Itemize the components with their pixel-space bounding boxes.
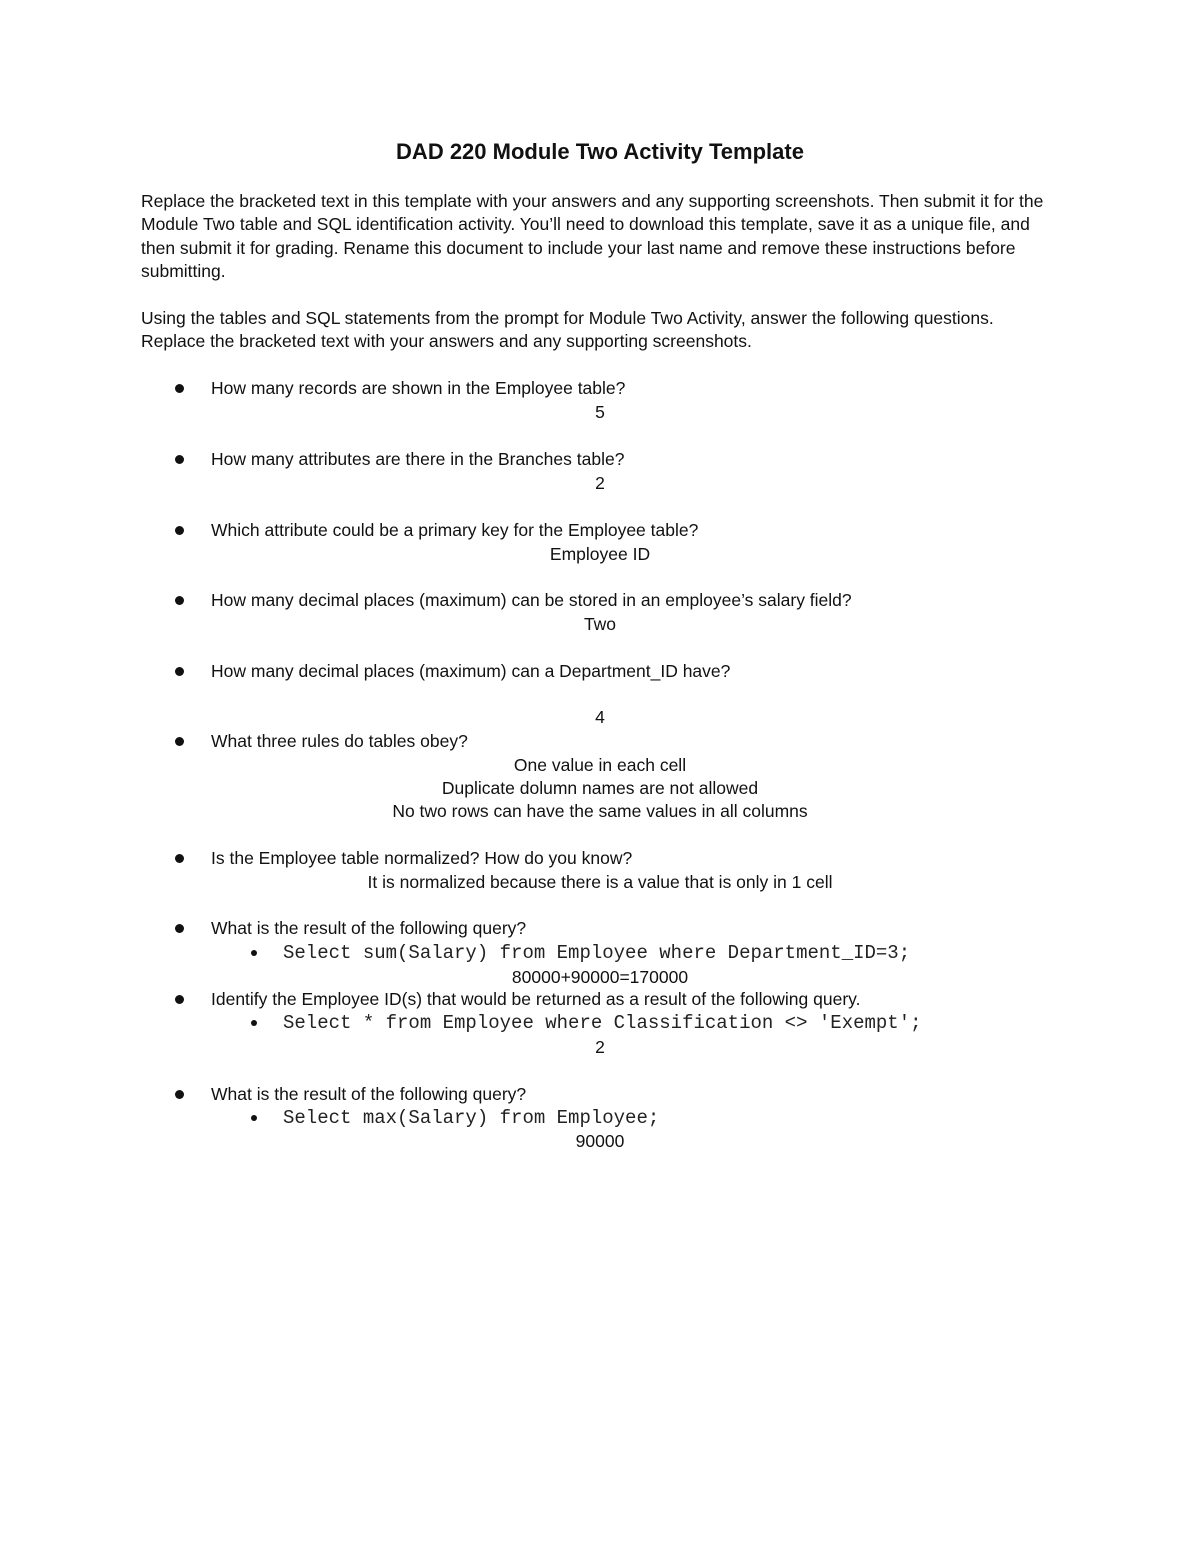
question-5: How many decimal places (maximum) can a Department_ID have? — [211, 661, 731, 681]
question-2: How many attributes are there in the Branches table? — [211, 449, 625, 469]
sub-bullet-icon — [251, 1115, 257, 1121]
bullet-icon — [175, 526, 184, 535]
answer-6-line-3: No two rows can have the same values in all columns — [392, 801, 808, 821]
sub-bullet-icon — [251, 1020, 257, 1026]
answer-3: Employee ID — [549, 544, 651, 564]
query-9-code: Select * from Employee where Classification <> 'Exempt'; — [283, 1012, 922, 1034]
question-1: How many records are shown in the Employee table? — [211, 378, 626, 398]
bullet-icon — [175, 854, 184, 863]
bullet-icon — [175, 995, 184, 1004]
question-8: What is the result of the following query? — [211, 918, 527, 938]
bullet-icon — [175, 924, 184, 933]
bullet-icon — [175, 737, 184, 746]
answer-7: It is normalized because there is a value that is only in 1 cell — [367, 872, 833, 892]
answer-4: Two — [583, 614, 617, 634]
bullet-icon — [175, 596, 184, 605]
bullet-icon — [175, 667, 184, 676]
question-6: What three rules do tables obey? — [211, 731, 468, 751]
question-4: How many decimal places (maximum) can be stored in an employee’s salary field? — [211, 590, 852, 610]
answer-8: 80000+90000=170000 — [511, 967, 689, 987]
answer-10: 90000 — [575, 1131, 625, 1151]
answer-9: 2 — [595, 1037, 605, 1057]
question-9: Identify the Employee ID(s) that would be returned as a result of the following query. — [211, 989, 861, 1009]
question-10: What is the result of the following query? — [211, 1084, 527, 1104]
query-10-code: Select max(Salary) from Employee; — [283, 1107, 660, 1129]
sub-bullet-icon — [251, 950, 257, 956]
document-title: DAD 220 Module Two Activity Template — [396, 139, 804, 164]
bullet-icon — [175, 455, 184, 464]
query-8-code: Select sum(Salary) from Employee where Department_ID=3; — [283, 942, 911, 964]
instructions-paragraph: Using the tables and SQL statements from the prompt for Module Two Activity, answer the following questions. Replace the bracketed text with your answers and any supporting screenshots. — [141, 308, 994, 352]
answer-5: 4 — [595, 707, 605, 727]
answer-1: 5 — [595, 402, 605, 422]
bullet-icon — [175, 384, 184, 393]
answer-6-line-2: Duplicate dolumn names are not allowed — [441, 778, 759, 798]
answer-2: 2 — [595, 473, 605, 493]
intro-paragraph: Replace the bracketed text in this template with your answers and any supporting screenshots. Then submit it for the Module Two table and SQL identification activity. You’ll need to download this template, save it as a unique file, and then submit it for grading. Rename this document to include your last name and remove these instructions before submitting. — [141, 191, 1044, 281]
bullet-icon — [175, 1090, 184, 1099]
question-7: Is the Employee table normalized? How do you know? — [211, 848, 633, 868]
question-3: Which attribute could be a primary key for the Employee table? — [211, 520, 699, 540]
answer-6-line-1: One value in each cell — [513, 755, 687, 775]
